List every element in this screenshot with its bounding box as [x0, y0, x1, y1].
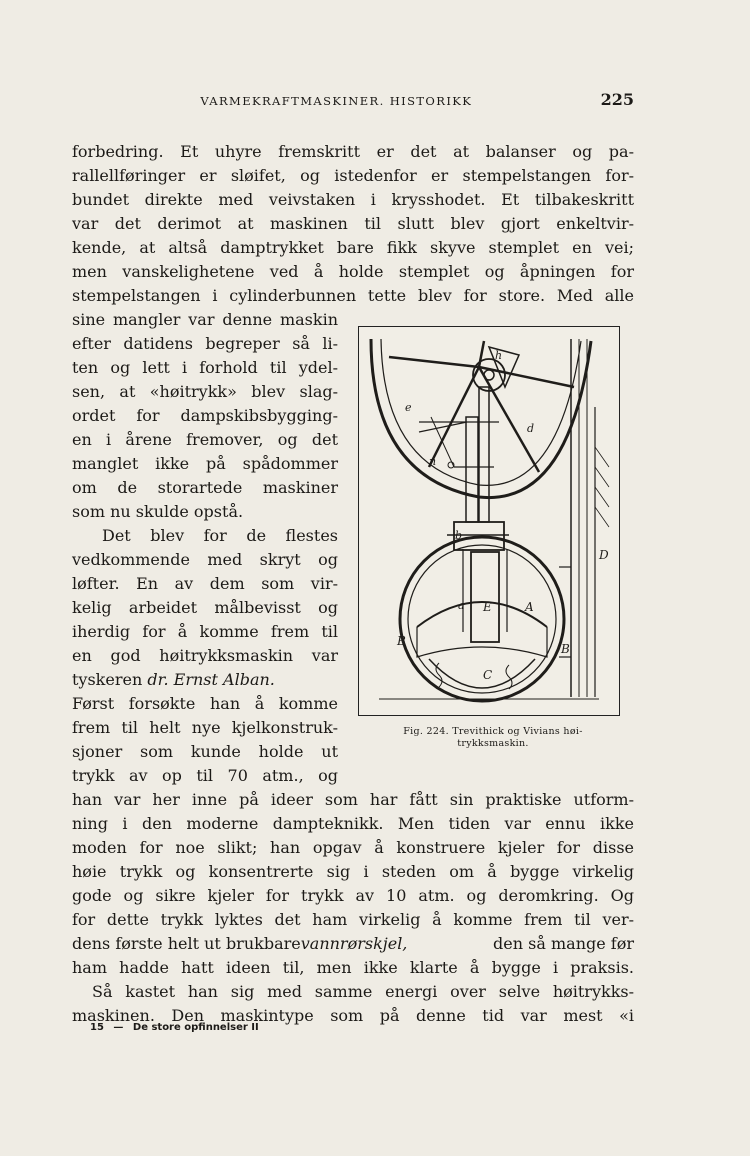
label-a: a: [458, 599, 465, 612]
text-line: trykk av op til 70 atm., og: [72, 766, 338, 785]
label-d: d: [527, 422, 535, 435]
caption-line: Fig. 224. Trevithick og Vivians høi-: [403, 726, 583, 737]
text-line: men vanskelighetene ved å holde stemplet og åpningen for: [72, 262, 634, 281]
label-E: E: [483, 600, 492, 614]
caption-line: trykksmaskin.: [457, 738, 529, 749]
text-line: tyskeren dr. Ernst Alban.: [72, 670, 275, 689]
label-B-left: B: [397, 634, 406, 648]
emphasized-name: dr. Ernst Alban.: [147, 670, 275, 689]
text-line: for dette trykk lyktes det ham virkelig å komme frem til ver-: [72, 910, 634, 929]
label-b: b: [455, 529, 463, 542]
text-line: sen, at «høitrykk» blev slag-: [72, 382, 338, 401]
label-e: e: [405, 401, 412, 414]
text-line: kelig arbeidet målbevisst og: [72, 598, 338, 617]
text-line: forbedring. Et uhyre fremskritt er det at balanser og pa-: [72, 142, 634, 161]
engine-illustration: [359, 327, 621, 717]
text-line: bundet direkte med veivstaken i krysshodet. Et tilbakeskritt: [72, 190, 634, 209]
label-A: A: [525, 600, 534, 614]
label-C: C: [483, 668, 493, 682]
text-line: moden for noe slikt; han opgav å konstruere kjeler for disse: [72, 838, 634, 857]
text-line: stempelstangen i cylinderbunnen tette blev for store. Med alle: [72, 286, 634, 305]
text-line: vedkommende med skryt og: [72, 550, 338, 569]
label-B-right: B: [561, 642, 570, 656]
text-line: maskinen. Den maskintype som på denne tid var mest «i: [72, 1006, 634, 1025]
text-line: ning i den moderne dampteknikk. Men tiden var ennu ikke: [72, 814, 634, 833]
label-n: n: [429, 455, 437, 468]
text-line: frem til helt nye kjelkonstruk-: [72, 718, 338, 737]
text-line: kende, at altså damptrykket bare fikk skyve stemplet en vei;: [72, 238, 634, 257]
text-line: sjoner som kunde holde ut: [72, 742, 338, 761]
running-title: VARMEKRAFTMASKINER. HISTORIKK: [200, 94, 473, 108]
text-line: manglet ikke på spådommer: [72, 454, 338, 473]
page-footer: [90, 1022, 265, 1033]
label-h: h: [495, 349, 503, 362]
text-line: ordet for dampskibsbygging-: [72, 406, 338, 425]
text-line: Først forsøkte han å komme: [72, 694, 338, 713]
text-line: ten og lett i forhold til ydel-: [72, 358, 338, 377]
text-line: høie trykk og konsentrerte sig i steden om å bygge virkelig: [72, 862, 634, 881]
text-line: Så kastet han sig med samme energi over selve høitrykks-: [92, 982, 634, 1001]
page-number: 225: [600, 90, 634, 109]
text-line: rallellføringer er sløifet, og istedenfor er stempelstangen for-: [72, 166, 634, 185]
figure-224: [358, 326, 620, 716]
text-line: løfter. En av dem som vir-: [72, 574, 338, 593]
text-line: ham hadde hatt ideen til, men ikke klarte å bygge i praksis.: [72, 958, 634, 977]
text-line: var det derimot at maskinen til slutt blev gjort enkeltvir-: [72, 214, 634, 233]
text-line: sine mangler var denne maskin: [72, 310, 338, 329]
text-line: efter datidens begreper så li-: [72, 334, 338, 353]
footer-dash: —: [113, 1022, 124, 1033]
text-line: dens første helt ut brukbare vannrørskjel, den så mange før: [72, 932, 634, 956]
signature-mark: 15: [90, 1022, 104, 1033]
running-head: [72, 90, 634, 109]
text-line: om de storartede maskiner: [72, 478, 338, 497]
text-line: en god høitrykksmaskin var: [72, 646, 338, 665]
figure-caption: [368, 726, 618, 750]
label-D: D: [599, 548, 609, 562]
text-line: Det blev for de flestes: [102, 526, 338, 545]
text-line: en i årene fremover, og det: [72, 430, 338, 449]
text-line: iherdig for å komme frem til: [72, 622, 338, 641]
text-line: gode og sikre kjeler for trykk av 10 atm. og deromkring. Og: [72, 886, 634, 905]
emphasized-term: vannrørskjel,: [300, 934, 408, 953]
text-line: som nu skulde opstå.: [72, 502, 244, 521]
text-line: han var her inne på ideer som har fått sin praktiske utform-: [72, 790, 634, 809]
footer-title: De store opfinnelser II: [132, 1022, 259, 1033]
